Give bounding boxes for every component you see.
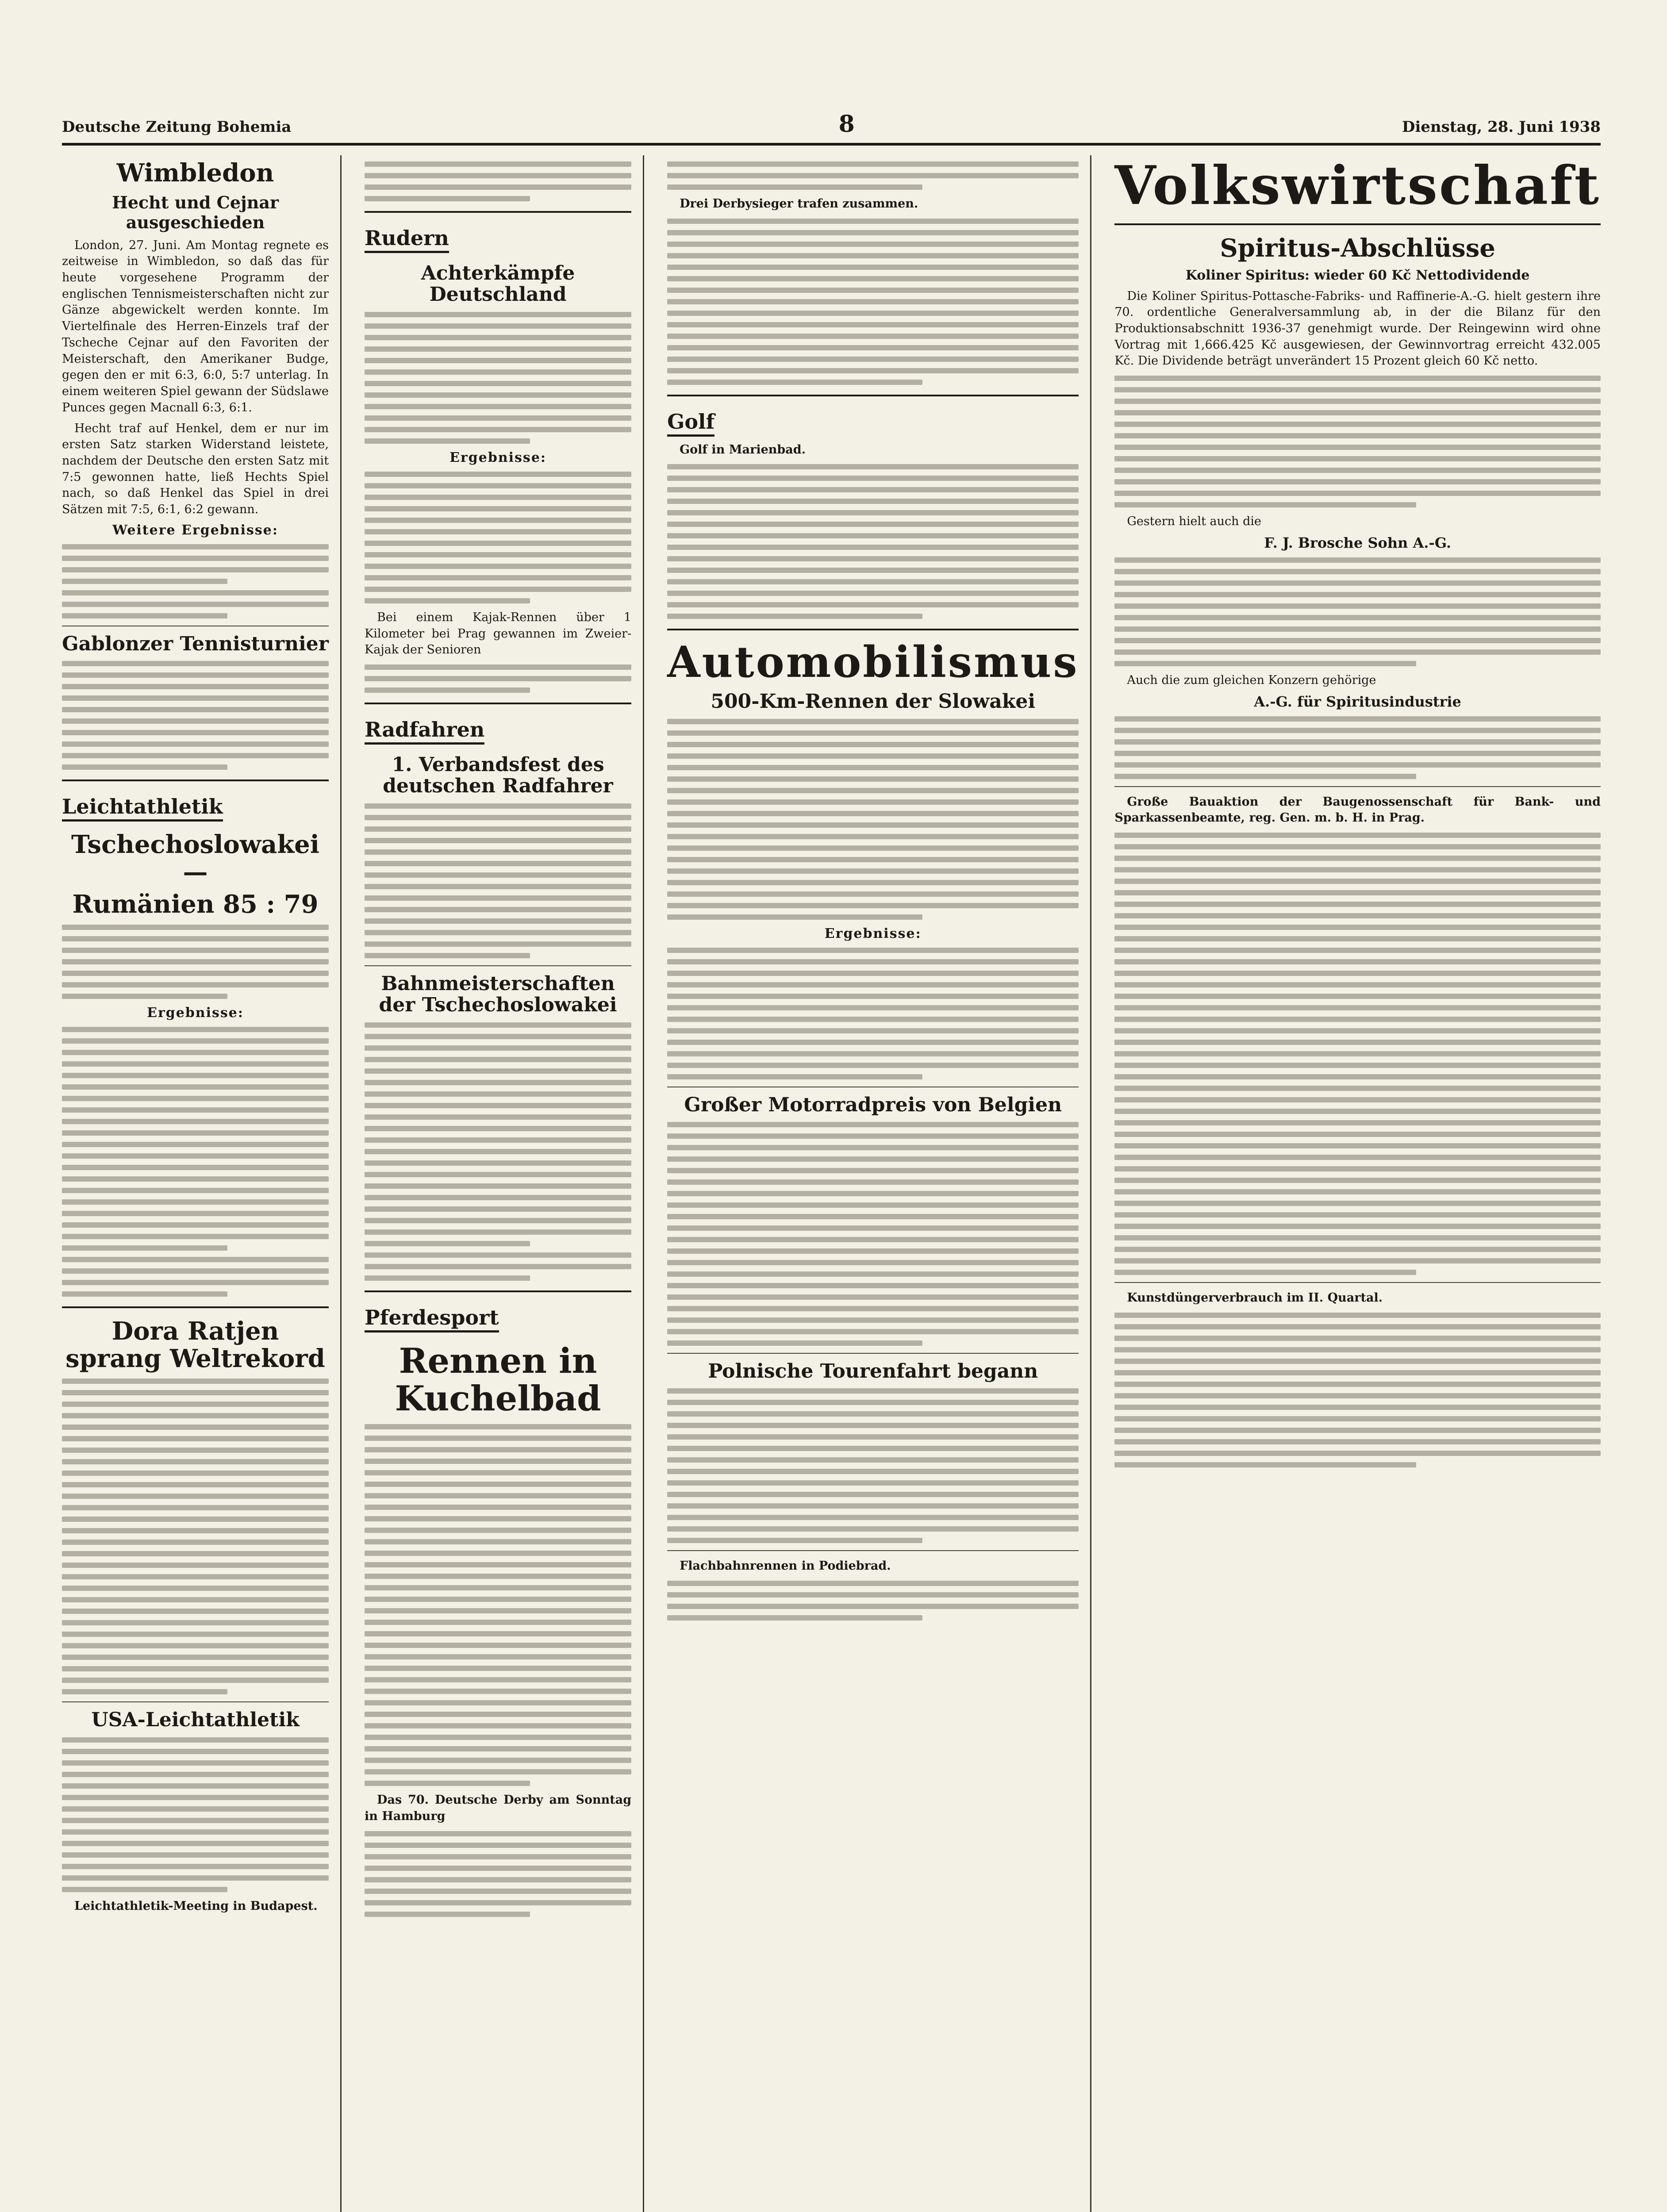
wimbledon-text: London, 27. Juni. Am Montag regnete es zeitweise in Wimbledon, so daß das für heute vorgesehene Programm der englischen Tennismeisterschaften nicht zur Gänze abgewickelt werden konnte. Im Viertelfinale des Herren-Einzels traf der Tscheche Cejnar auf den Favoriten der Meisterschaft, den Amerikaner Budge, gegen den er mit 6:3, 6:0, 5:7 unterlag. In einem weiteren Spiel gewann der Südslawe Punces gegen Macnall 6:3, 6:1. xyxy=(62,238,329,415)
radfahren-section-label: Radfahren xyxy=(365,718,484,745)
wimbledon-subhead: Hecht und Cejnar ausgeschieden xyxy=(111,192,279,232)
spiritusindustrie-headline: A.-G. für Spiritusindustrie xyxy=(1254,693,1462,710)
kunstduenger-headline: Kunstdüngerverbrauch im II. Quartal. xyxy=(1127,1291,1383,1305)
column-1 xyxy=(62,155,342,2212)
spiritusindustrie-text xyxy=(1114,716,1601,779)
page-number: 8 xyxy=(838,111,855,138)
kunstduenger-text xyxy=(1114,1313,1601,1467)
ts-results xyxy=(62,1027,329,1297)
kuchelbad-headline: Rennen in Kuchelbad xyxy=(395,1340,601,1419)
kajak-text-more xyxy=(365,664,631,693)
slowakei-ergebnisse-label: Ergebnisse: xyxy=(824,926,922,941)
running-header xyxy=(62,111,1601,146)
bauaktion-text xyxy=(1114,833,1601,1275)
flachbahn-text xyxy=(667,1581,1079,1621)
kajak-text: Bei einem Kajak-Rennen über 1 Kilometer bei Prag gewannen im Zweier-Kajak der Senioren xyxy=(365,610,632,657)
volkswirtschaft-banner: Volkswirtschaft xyxy=(1114,154,1601,217)
slowakei-results xyxy=(667,948,1079,1079)
ts-ergebnisse-label: Ergebnisse: xyxy=(147,1005,244,1021)
koliner-subhead: Koliner Spiritus: wieder 60 Kč Nettodividende xyxy=(1185,267,1530,283)
derbysieger-text xyxy=(667,219,1079,385)
automobilismus-banner: Automobilismus xyxy=(667,637,1079,687)
koliner-text-more xyxy=(1114,376,1601,507)
achterkaempfe-headline: Achterkämpfe Deutschland xyxy=(421,262,575,306)
polen-text xyxy=(667,1388,1079,1543)
slowakei-text xyxy=(667,719,1079,920)
flachbahn-headline: Flachbahnrennen in Podiebrad. xyxy=(680,1559,891,1573)
rudern-ergebnisse-label: Ergebnisse: xyxy=(449,449,546,465)
gestern-label: Gestern hielt auch die xyxy=(1127,515,1262,529)
column-3 xyxy=(667,155,1091,2212)
golf-text xyxy=(667,464,1079,619)
derby-text: Das 70. Deutsche Derby am Sonntag in Hamburg xyxy=(365,1793,632,1823)
verbandsfest-headline: 1. Verbandsfest des deutschen Radfahrer xyxy=(383,753,613,798)
verbandsfest-text xyxy=(365,803,631,958)
column-2 xyxy=(365,155,644,2212)
slowakei-headline: 500-Km-Rennen der Slowakei xyxy=(711,690,1036,713)
column-4 xyxy=(1114,155,1601,2212)
usa-headline: USA-Leichtathletik xyxy=(91,1709,300,1732)
meeting-continued-text xyxy=(365,161,631,201)
prev-results-text xyxy=(667,161,1079,190)
belgien-text xyxy=(667,1122,1079,1346)
achterkaempfe-text xyxy=(365,312,631,444)
rudern-section-label: Rudern xyxy=(365,226,449,253)
spiritus-headline: Spiritus-Abschlüsse xyxy=(1220,234,1495,263)
derby-text-more xyxy=(365,1831,631,1917)
koliner-text: Die Koliner Spiritus-Pottasche-Fabriks- und Raffinerie-A.-G. hielt gestern ihre 70. ordentliche Generalversammlung ab, in der die Bilanz für den Produktionsabschnitt 1936-37 genehmigt wurde. Der Reingewinn wird ohne Vortrag mit 1,666.425 Kč ausgewiesen, der Gewinnvortrag erreicht 432.005 Kč. Die Dividende beträgt unverändert 15 Prozent gleich 60 Kč netto. xyxy=(1114,289,1601,368)
wimbledon-results xyxy=(62,544,329,618)
article-columns xyxy=(62,155,1601,2212)
dora-ratjen-text xyxy=(62,1379,329,1694)
dora-ratjen-headline: Dora Ratjen sprang Weltrekord xyxy=(65,1316,325,1373)
ts-romania-headline: Tschechoslowakei — xyxy=(71,830,320,887)
golf-section-label: Golf xyxy=(667,410,714,437)
rudern-results xyxy=(365,472,631,603)
auch-label: Auch die zum gleichen Konzern gehörige xyxy=(1127,673,1376,687)
bahnmeisterschaften-text xyxy=(365,1022,631,1281)
gablonz-text xyxy=(62,661,329,770)
kuchelbad-text xyxy=(365,1424,631,1786)
ts-romania-text xyxy=(62,925,329,999)
bauaktion-headline: Große Bauaktion der Baugenossenschaft für Bank- und Sparkassenbeamte, reg. Gen. m. b. H. in Prag. xyxy=(1114,795,1601,825)
wimbledon-text-2: Hecht traf auf Henkel, dem er nur im ersten Satz starken Widerstand leistete, nachdem der Deutsche den ersten Satz mit 7:5 gewonnen hatte, ließ Hechts Spiel nach, so daß Henkel das Spiel in drei Sätzen mit 7:5, 6:1, 6:2 gewann. xyxy=(62,421,329,517)
usa-text xyxy=(62,1737,329,1892)
gablonz-headline: Gablonzer Tennisturnier xyxy=(62,632,329,655)
leichtathletik-section-label: Leichtathletik xyxy=(62,795,223,822)
brosche-headline: F. J. Brosche Sohn A.-G. xyxy=(1264,534,1452,551)
pferdesport-section-label: Pferdesport xyxy=(365,1306,499,1333)
bahnmeisterschaften-headline: Bahnmeisterschaften der Tschechoslowakei xyxy=(379,972,617,1017)
issue-date: Dienstag, 28. Juni 1938 xyxy=(1402,118,1601,136)
golf-headline: Golf in Marienbad. xyxy=(680,442,806,457)
wimbledon-headline: Wimbledon xyxy=(116,158,274,188)
polen-headline: Polnische Tourenfahrt begann xyxy=(708,1360,1038,1383)
newspaper-name: Deutsche Zeitung Bohemia xyxy=(62,118,292,136)
ts-romania-score: Rumänien 85 : 79 xyxy=(72,890,319,919)
belgien-headline: Großer Motorradpreis von Belgien xyxy=(684,1093,1062,1116)
weitere-ergebnisse-label: Weitere Ergebnisse: xyxy=(112,522,278,538)
brosche-text xyxy=(1114,557,1601,666)
derbysieger-headline: Drei Derbysieger trafen zusammen. xyxy=(680,197,918,211)
budapest-meeting: Leichtathletik-Meeting in Budapest. xyxy=(74,1899,318,1913)
